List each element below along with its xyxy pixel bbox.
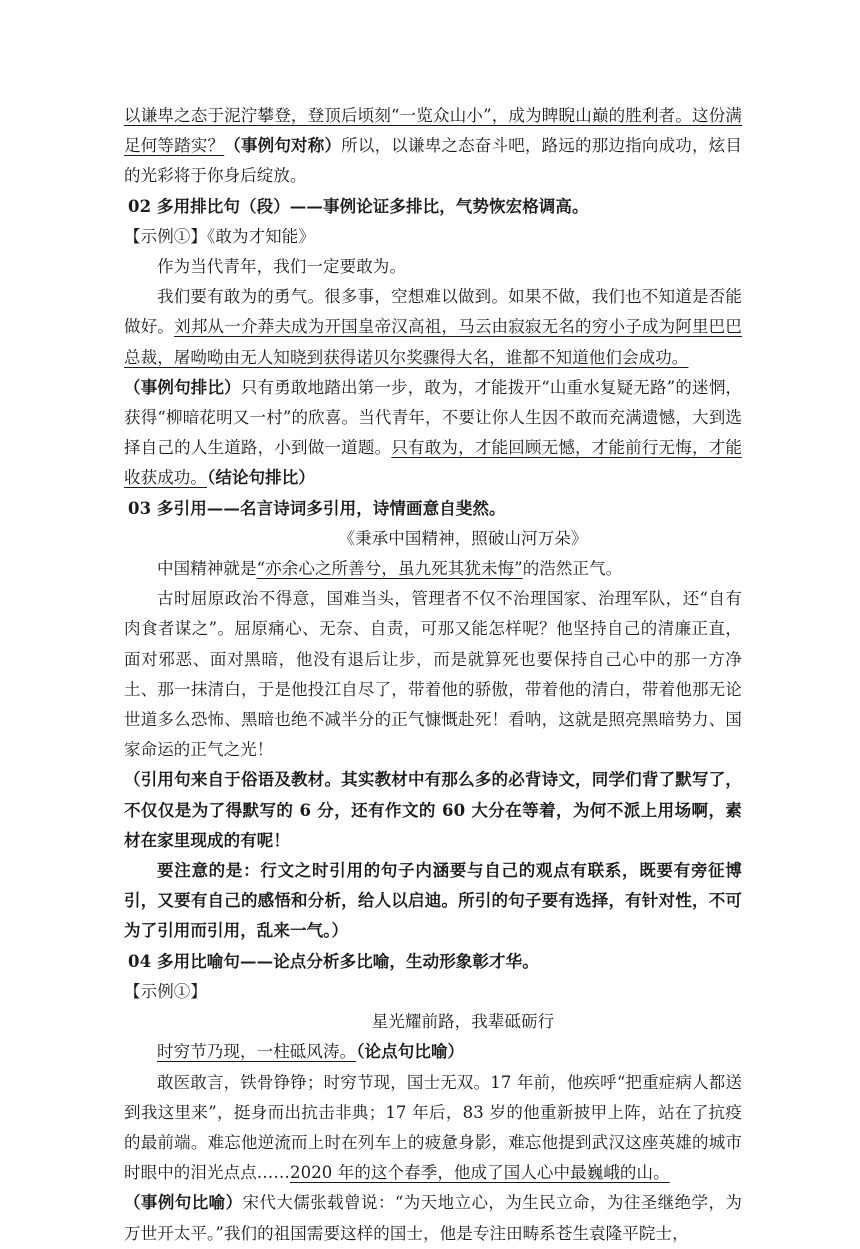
essay-title-3: 《秉承中国精神，照破山河万朵》	[338, 528, 588, 548]
annotation-label: （事例句对称）	[224, 136, 342, 156]
paragraph-parallelism	[124, 282, 742, 373]
body-text: 只有勇敢地踏出第一步，敢为，才能拨开“山重水复疑无路”的迷惘，获得“柳暗花明又一村”的欣喜。当代青年，不要让你人生因不敢而充满遗憾，大到选择自己的人生道路，小到做一道题。	[124, 377, 742, 458]
annotation-label: （论点句比喻）	[356, 1042, 465, 1062]
underlined-quote: “亦余心之所善兮，虽九死其犹未悔”	[256, 559, 523, 579]
underlined-example-sentence: 2020 年的这个春季，他成了国人心中最巍峨的山。	[290, 1163, 670, 1183]
annotation-label: （结论句排比）	[207, 468, 315, 488]
paragraph-metaphor-example	[124, 1068, 742, 1189]
essay-title-4: 星光耀前路，我辈砥砺行	[371, 1012, 555, 1032]
paragraph-metaphor-example-cont	[124, 1188, 742, 1248]
body-text: 敢医敢言，铁骨铮铮；时穷节现，国士无双。17 年前，他疾呼“把重症病人都送到我这里来”，挺身而出抗击非典；17 年后，83 岁的他重新披甲上阵，站在了抗疫的最前端。难忘他逆流而上时在列车上的疲惫身影，难忘他提到武汉这座英雄的城市时眼中的泪光点点……	[124, 1072, 742, 1183]
paragraph-thesis-metaphor	[124, 1037, 742, 1067]
underlined-example-sentence: 以谦卑之态于泥泞攀登，登顶后顷刻“一览众山小”，成为睥睨山巅的胜利者。这份满足何等踏实？	[124, 106, 742, 156]
annotation-label: （事例句比喻）	[124, 1193, 243, 1213]
body-text: 宋代大儒张载曾说：“为天地立心，为生民立命，为往圣继绝学，为万世开太平。”我们的祖国需要这样的国士，他是专注田畴系苍生袁隆平院士，	[124, 1193, 743, 1243]
body-text: 所以，以谦卑之态奋斗吧，路远的那边指向成功，炫目的光彩将于你身后绽放。	[124, 136, 742, 186]
body-text: 的浩然正气。	[522, 559, 623, 579]
note-paragraph-1: （引用句来自于俗语及教材。其实教材中有那么多的必背诗文，同学们背了默写了，不仅仅是为了得默写的 6 分，还有作文的 60 大分在等着，为何不派上用场啊，素材在家里现成的有呢！	[124, 770, 742, 850]
underlined-thesis-sentence: 时穷节乃现，一柱砥风涛。	[157, 1042, 357, 1062]
body-text: 中国精神就是	[157, 559, 257, 579]
annotation-label: （事例句排比）	[124, 377, 241, 397]
body-text: 我们要有敢为的勇气。很多事，空想难以做到。如果不做，我们也不知道是否能做好。	[124, 287, 742, 337]
example-label-1: 【示例①】《敢为才知能》	[124, 226, 315, 246]
underlined-example-sentence: 刘邦从一介莽夫成为开国皇帝汉高祖，马云由寂寂无名的穷小子成为阿里巴巴总裁，屠呦呦由无人知晓到获得诺贝尔奖骤得大名，谁都不知道他们会成功。	[124, 317, 742, 367]
paragraph-symmetry-conclusion	[124, 101, 742, 192]
section-heading-03: 03 多引用——名言诗词多引用，诗情画意自斐然。	[128, 498, 506, 518]
note-paragraph-2: 要注意的是：行文之时引用的句子内涵要与自己的观点有联系，既要有旁征博引，又要有自己的感悟和分析，给人以启迪。所引的句子要有选择，有针对性，不可为了引用而引用，乱来一气。）	[124, 861, 742, 941]
section-heading-04: 04 多用比喻句——论点分析多比喻，生动形象彰才华。	[128, 951, 539, 971]
section-heading-02: 02 多用排比句（段）——事例论证多排比，气势恢宏格调高。	[128, 196, 589, 216]
paragraph-parallelism-cont	[124, 373, 742, 494]
paragraph-intro: 作为当代青年，我们一定要敢为。	[157, 257, 406, 277]
paragraph-quyuan: 古时屈原政治不得意，国难当头，管理者不仅不治理国家、治理军队，还“自有肉食者谋之”。屈原痛心、无奈、自责，可那又能怎样呢？他坚持自己的清廉正直，面对邪恶、面对黑暗，他没有退后让步，而是就算死也要保持自己心中的那一方净土、那一抹清白，于是他投江自尽了，带着他的骄傲，带着他的清白，带着他那无论世道多么恐怖、黑暗也绝不减半分的正气慷慨赴死！看呐，这就是照亮黑暗势力、国家命运的正气之光！	[124, 589, 742, 760]
example-label-2: 【示例①】	[124, 981, 207, 1001]
paragraph-quote	[124, 554, 742, 584]
underlined-conclusion-sentence: 只有敢为，才能回顾无憾，才能前行无悔，才能收获成功。	[124, 438, 742, 488]
